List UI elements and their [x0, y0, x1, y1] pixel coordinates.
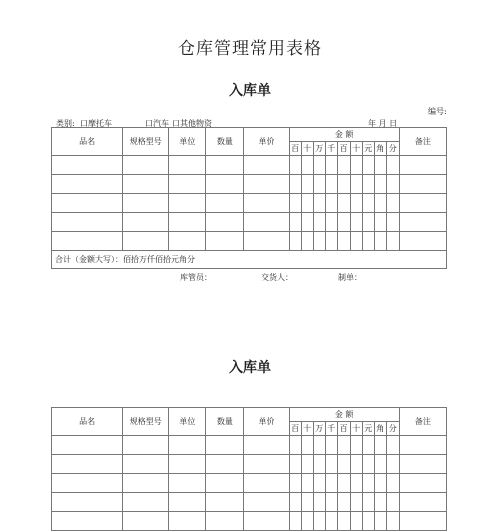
serial-number-label: 编号:	[428, 107, 447, 116]
table-cell[interactable]	[244, 175, 289, 194]
table-cell[interactable]	[123, 175, 169, 194]
table-cell[interactable]	[350, 213, 362, 232]
header-amount: 金 额	[289, 128, 399, 142]
table-cell[interactable]	[325, 232, 337, 251]
table-cell[interactable]	[362, 512, 374, 531]
table-cell[interactable]	[244, 213, 289, 232]
inbound-form-table	[51, 127, 447, 269]
table-cell[interactable]	[289, 512, 301, 531]
table-cell[interactable]	[52, 175, 123, 194]
table-cell[interactable]	[325, 175, 337, 194]
table-cell[interactable]	[362, 455, 374, 474]
table-cell[interactable]	[374, 175, 386, 194]
table-cell[interactable]	[399, 213, 446, 232]
table-cell[interactable]	[169, 213, 206, 232]
table-cell[interactable]	[206, 512, 244, 531]
form-title: 入库单	[229, 360, 271, 376]
digit-header: 千	[325, 142, 337, 156]
digit-header: 元	[362, 422, 374, 436]
table-cell[interactable]	[244, 512, 289, 531]
table-cell[interactable]	[325, 493, 337, 512]
table-cell[interactable]	[374, 213, 386, 232]
table-cell[interactable]	[350, 474, 362, 493]
table-cell[interactable]	[123, 493, 169, 512]
digit-header: 十	[350, 142, 362, 156]
table-cell[interactable]	[123, 455, 169, 474]
table-cell[interactable]	[301, 512, 313, 531]
table-cell[interactable]	[337, 156, 350, 175]
table-cell[interactable]	[374, 455, 386, 474]
table-cell[interactable]	[337, 175, 350, 194]
table-row	[52, 512, 447, 531]
digit-header: 分	[386, 142, 399, 156]
table-cell[interactable]	[169, 474, 206, 493]
table-cell[interactable]	[362, 156, 374, 175]
table-cell[interactable]	[313, 455, 325, 474]
table-cell[interactable]	[386, 436, 399, 455]
table-cell[interactable]	[399, 156, 446, 175]
table-cell[interactable]	[362, 474, 374, 493]
table-cell[interactable]	[169, 455, 206, 474]
table-cell[interactable]	[337, 512, 350, 531]
table-cell[interactable]	[325, 474, 337, 493]
table-cell[interactable]	[399, 493, 446, 512]
table-cell[interactable]	[52, 156, 123, 175]
header-spec: 规格型号	[123, 128, 169, 156]
table-cell[interactable]	[244, 474, 289, 493]
table-cell[interactable]	[301, 175, 313, 194]
table-cell[interactable]	[374, 493, 386, 512]
table-cell[interactable]	[350, 436, 362, 455]
digit-header: 十	[301, 142, 313, 156]
table-cell[interactable]	[123, 194, 169, 213]
table-cell[interactable]	[386, 175, 399, 194]
table-cell[interactable]	[206, 194, 244, 213]
digit-header: 百	[337, 142, 350, 156]
table-cell[interactable]	[301, 232, 313, 251]
digit-header: 元	[362, 142, 374, 156]
table-cell[interactable]	[244, 493, 289, 512]
option-other-goods: 口其他物资	[172, 119, 212, 128]
digit-header: 角	[374, 142, 386, 156]
table-cell[interactable]	[301, 213, 313, 232]
table-cell[interactable]	[169, 194, 206, 213]
digit-header: 百	[289, 142, 301, 156]
table-cell[interactable]	[386, 156, 399, 175]
digit-header: 百	[289, 422, 301, 436]
table-cell[interactable]	[337, 213, 350, 232]
table-cell[interactable]	[313, 493, 325, 512]
table-cell[interactable]	[206, 175, 244, 194]
table-cell[interactable]	[362, 232, 374, 251]
table-cell[interactable]	[206, 474, 244, 493]
table-row	[52, 213, 447, 232]
date-label: 年 月 日	[368, 119, 398, 128]
table-cell[interactable]	[289, 156, 301, 175]
table-cell[interactable]	[52, 213, 123, 232]
table-cell[interactable]	[325, 512, 337, 531]
header-remark: 备注	[399, 128, 446, 156]
table-cell[interactable]	[386, 194, 399, 213]
table-cell[interactable]	[244, 232, 289, 251]
table-cell[interactable]	[337, 194, 350, 213]
table-cell[interactable]	[374, 232, 386, 251]
table-cell[interactable]	[337, 455, 350, 474]
digit-header: 十	[350, 422, 362, 436]
table-cell[interactable]	[350, 232, 362, 251]
header-unit: 单位	[169, 128, 206, 156]
table-cell[interactable]	[52, 512, 123, 531]
table-cell[interactable]	[350, 156, 362, 175]
table-cell[interactable]	[386, 493, 399, 512]
table-cell[interactable]	[313, 232, 325, 251]
table-cell[interactable]	[386, 213, 399, 232]
digit-header: 十	[301, 422, 313, 436]
table-cell[interactable]	[313, 156, 325, 175]
table-cell[interactable]	[337, 436, 350, 455]
table-cell[interactable]	[206, 455, 244, 474]
table-cell[interactable]	[325, 455, 337, 474]
table-cell[interactable]	[289, 232, 301, 251]
table-cell[interactable]	[244, 156, 289, 175]
table-cell[interactable]	[52, 232, 123, 251]
table-row	[52, 474, 447, 493]
table-cell[interactable]	[350, 194, 362, 213]
table-cell[interactable]	[52, 493, 123, 512]
table-cell[interactable]	[244, 194, 289, 213]
table-cell[interactable]	[362, 493, 374, 512]
table-cell[interactable]	[169, 175, 206, 194]
signature-warehouse-keeper: 库管员：	[180, 273, 212, 282]
table-row	[52, 156, 447, 175]
table-cell[interactable]	[289, 194, 301, 213]
table-cell[interactable]	[301, 436, 313, 455]
table-cell[interactable]	[169, 512, 206, 531]
table-cell[interactable]	[325, 194, 337, 213]
header-name: 品名	[52, 408, 123, 436]
table-cell[interactable]	[313, 194, 325, 213]
table-cell[interactable]	[362, 194, 374, 213]
table-cell[interactable]	[123, 436, 169, 455]
table-cell[interactable]	[313, 213, 325, 232]
table-cell[interactable]	[313, 436, 325, 455]
digit-header: 千	[325, 422, 337, 436]
table-cell[interactable]	[374, 436, 386, 455]
table-cell[interactable]	[289, 474, 301, 493]
table-cell[interactable]	[123, 156, 169, 175]
header-unit-price: 单价	[244, 408, 289, 436]
table-cell[interactable]	[374, 194, 386, 213]
inbound-form-table	[51, 407, 447, 531]
table-cell[interactable]	[289, 175, 301, 194]
header-unit: 单位	[169, 408, 206, 436]
table-cell[interactable]	[350, 175, 362, 194]
header-quantity: 数量	[206, 128, 244, 156]
table-cell[interactable]	[123, 213, 169, 232]
category-label: 类别:	[56, 119, 75, 128]
table-cell[interactable]	[313, 175, 325, 194]
table-cell[interactable]	[386, 232, 399, 251]
table-cell[interactable]	[301, 194, 313, 213]
signature-deliverer: 交货人：	[261, 273, 293, 282]
table-cell[interactable]	[374, 156, 386, 175]
table-cell[interactable]	[399, 455, 446, 474]
table-cell[interactable]	[244, 436, 289, 455]
header-unit-price: 单价	[244, 128, 289, 156]
header-remark: 备注	[399, 408, 446, 436]
table-cell[interactable]	[206, 493, 244, 512]
table-cell[interactable]	[123, 232, 169, 251]
digit-header: 角	[374, 422, 386, 436]
table-cell[interactable]	[289, 213, 301, 232]
table-cell[interactable]	[52, 194, 123, 213]
table-cell[interactable]	[362, 436, 374, 455]
table-cell[interactable]	[386, 512, 399, 531]
form2-rows	[52, 436, 447, 531]
table-cell[interactable]	[350, 455, 362, 474]
option-car: 口汽车	[145, 119, 169, 128]
header-amount: 金 额	[289, 408, 399, 422]
table-cell[interactable]	[337, 232, 350, 251]
table-cell[interactable]	[52, 436, 123, 455]
table-cell[interactable]	[289, 455, 301, 474]
table-cell[interactable]	[244, 455, 289, 474]
option-motorcycle: 口摩托车	[80, 119, 112, 128]
digit-header: 万	[313, 422, 325, 436]
signature-preparer: 制单：	[338, 273, 362, 282]
table-cell[interactable]	[337, 474, 350, 493]
table-cell[interactable]	[169, 436, 206, 455]
table-cell[interactable]	[337, 493, 350, 512]
table-cell[interactable]	[169, 156, 206, 175]
table-cell[interactable]	[399, 474, 446, 493]
table-cell[interactable]	[386, 474, 399, 493]
digit-header: 分	[386, 422, 399, 436]
table-cell[interactable]	[374, 474, 386, 493]
table-cell[interactable]	[123, 512, 169, 531]
table-row	[52, 175, 447, 194]
table-cell[interactable]	[350, 512, 362, 531]
table-cell[interactable]	[399, 194, 446, 213]
table-cell[interactable]	[301, 493, 313, 512]
header-quantity: 数量	[206, 408, 244, 436]
digit-header: 万	[313, 142, 325, 156]
table-row	[52, 232, 447, 251]
table-row	[52, 455, 447, 474]
table-cell[interactable]	[123, 474, 169, 493]
table-cell[interactable]	[325, 156, 337, 175]
table-cell[interactable]	[301, 455, 313, 474]
table-row	[52, 493, 447, 512]
form1-rows	[52, 156, 447, 251]
table-cell[interactable]	[289, 436, 301, 455]
table-cell[interactable]	[399, 512, 446, 531]
table-cell[interactable]	[350, 493, 362, 512]
table-cell[interactable]	[206, 436, 244, 455]
page-title: 仓库管理常用表格	[178, 39, 322, 59]
table-cell[interactable]	[206, 156, 244, 175]
table-cell[interactable]	[399, 232, 446, 251]
total-amount-in-words: 合计（金额大写）：佰拾万仟佰拾元角分	[52, 251, 447, 269]
digit-header: 百	[337, 422, 350, 436]
table-cell[interactable]	[206, 213, 244, 232]
table-cell[interactable]	[301, 156, 313, 175]
table-cell[interactable]	[325, 213, 337, 232]
table-row	[52, 194, 447, 213]
table-cell[interactable]	[301, 474, 313, 493]
table-cell[interactable]	[374, 512, 386, 531]
table-cell[interactable]	[362, 175, 374, 194]
table-cell[interactable]	[325, 436, 337, 455]
header-spec: 规格型号	[123, 408, 169, 436]
header-name: 品名	[52, 128, 123, 156]
table-cell[interactable]	[289, 493, 301, 512]
table-cell[interactable]	[313, 474, 325, 493]
table-cell[interactable]	[362, 213, 374, 232]
table-row	[52, 436, 447, 455]
table-cell[interactable]	[313, 512, 325, 531]
table-cell[interactable]	[399, 175, 446, 194]
form-title: 入库单	[229, 83, 271, 99]
table-cell[interactable]	[386, 455, 399, 474]
table-cell[interactable]	[169, 493, 206, 512]
table-cell[interactable]	[52, 455, 123, 474]
table-cell[interactable]	[206, 232, 244, 251]
table-cell[interactable]	[169, 232, 206, 251]
table-cell[interactable]	[399, 436, 446, 455]
table-cell[interactable]	[52, 474, 123, 493]
